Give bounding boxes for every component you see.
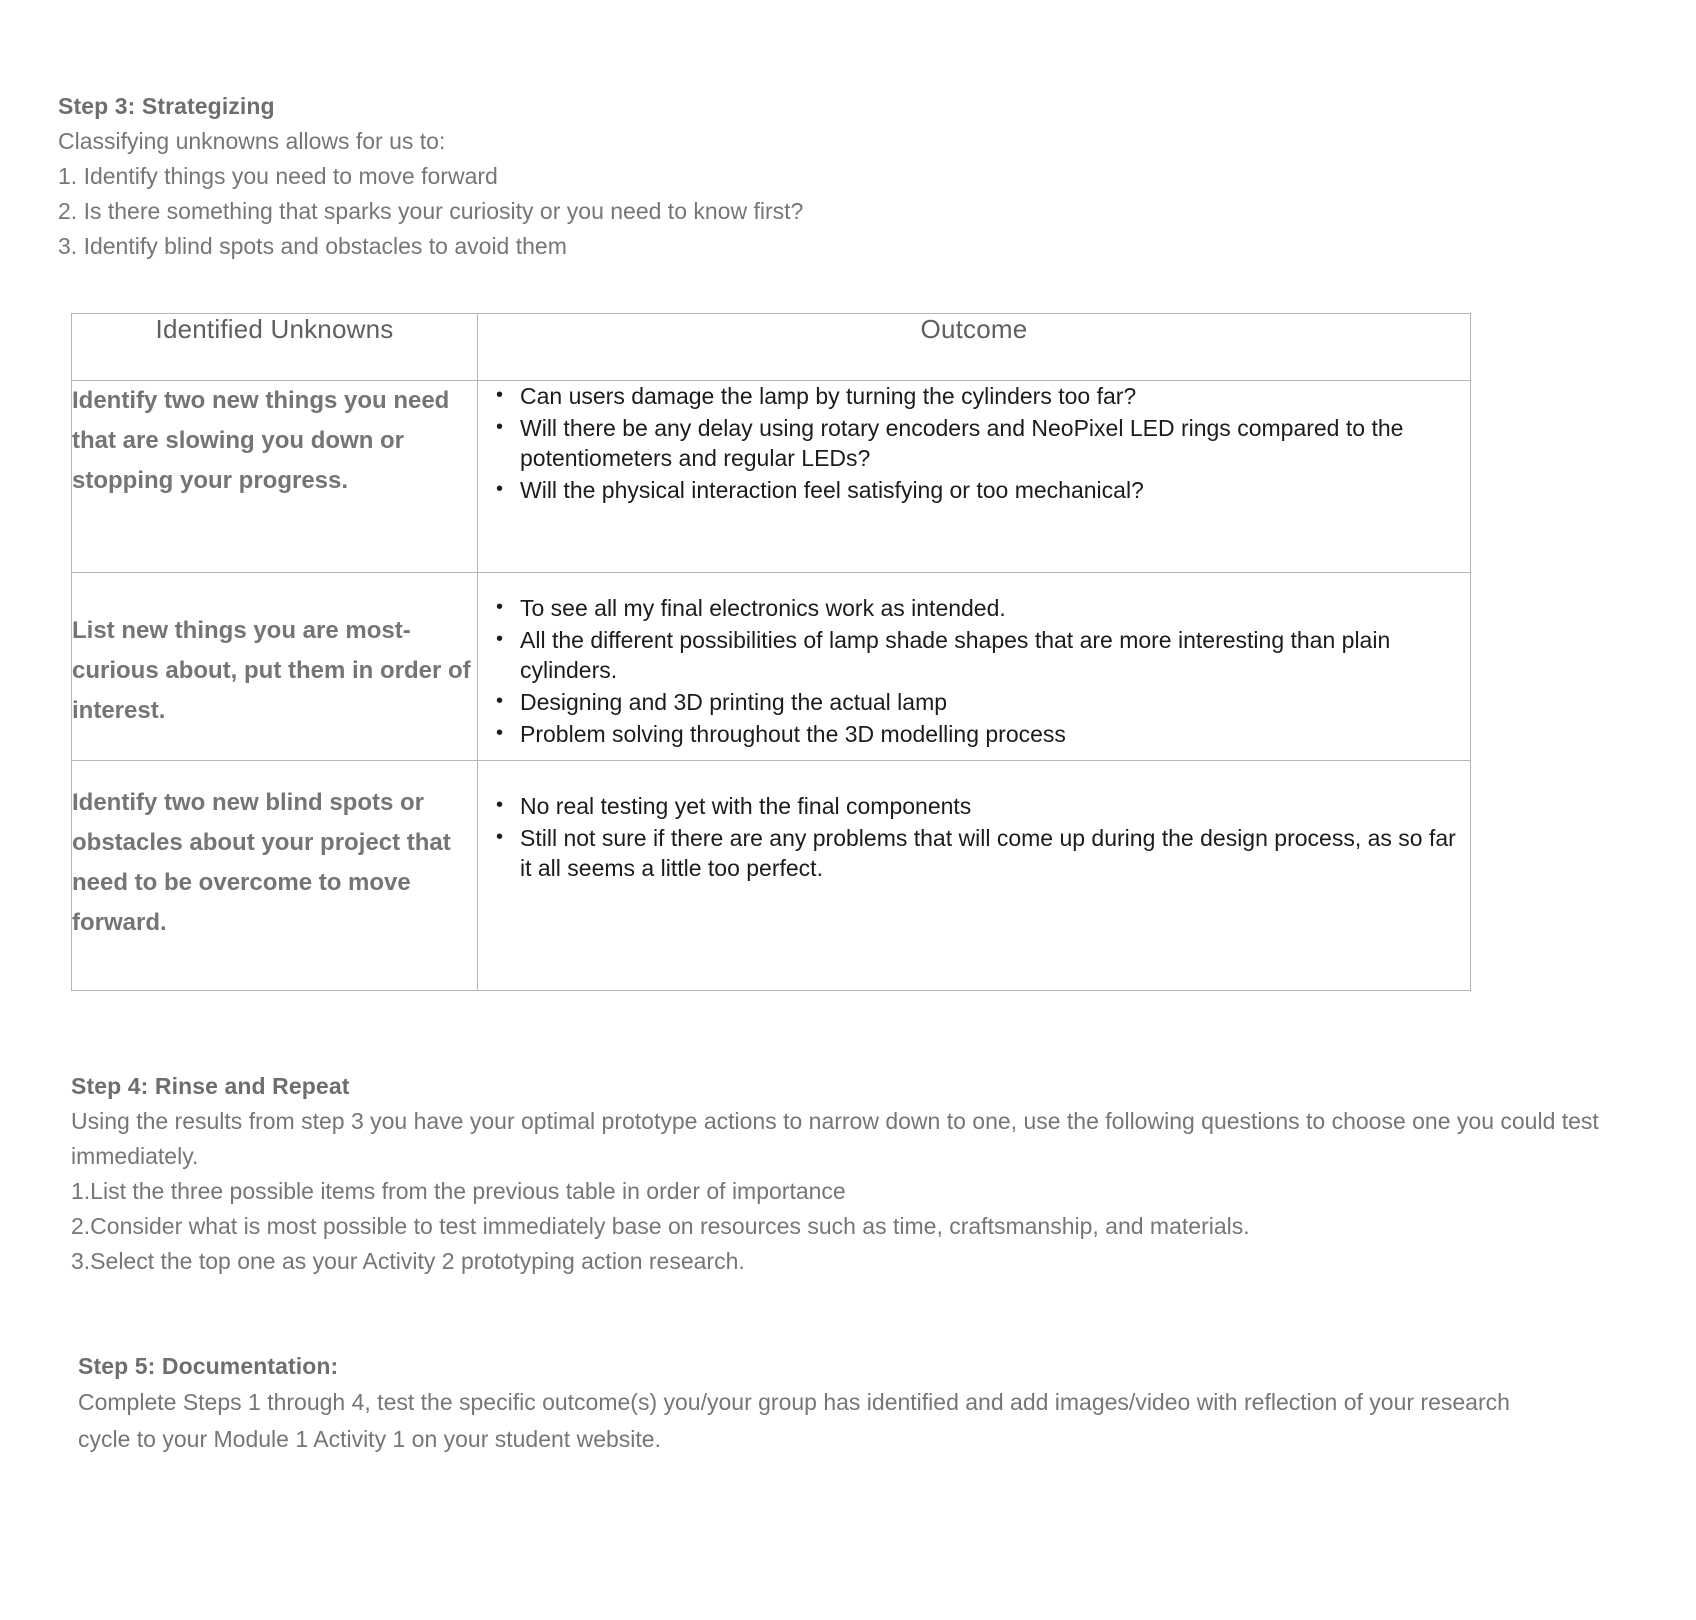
step4-point-3: 3.Select the top one as your Activity 2 prototyping action research. [71, 1248, 745, 1274]
unknowns-outcome-table [71, 313, 1471, 991]
list-item: • Can users damage the lamp by turning the cylinders too far? [520, 381, 1470, 411]
header-cell-outcome [478, 314, 1471, 381]
prompt-text-1: Identify two new things you need that are slowing you down or stopping your progress. [72, 387, 450, 494]
step3-point-3: 3. Identify blind spots and obstacles to avoid them [58, 233, 567, 259]
prompt-cell-3 [72, 761, 478, 991]
table-row [72, 761, 1471, 991]
header-cell-identified-unknowns [72, 314, 478, 381]
list-item: • Problem solving throughout the 3D modelling process [520, 719, 1470, 749]
prompt-text-2: List new things you are most-curious about, put them in order of interest. [72, 617, 471, 724]
step4-section [71, 1068, 1641, 1279]
outcome-cell-2 [478, 573, 1471, 761]
prompt-cell-1 [72, 381, 478, 573]
list-item: • Will there be any delay using rotary encoders and NeoPixel LED rings compared to the potentiometers and regular LEDs? [520, 413, 1470, 473]
outcome-cell-1 [478, 381, 1471, 573]
step3-point-2: 2. Is there something that sparks your curiosity or you need to know first? [58, 198, 804, 224]
outcome-list-3 [478, 791, 1470, 883]
step5-body: Complete Steps 1 through 4, test the specific outcome(s) you/your group has identified and add images/video with reflection of your research cycle to your Module 1 Activity 1 on your student website. [78, 1389, 1510, 1452]
header-label-identified-unknowns: Identified Unknowns [155, 314, 394, 344]
step3-point-1: 1. Identify things you need to move forward [58, 163, 498, 189]
list-item: • No real testing yet with the final components [520, 791, 1470, 821]
list-item: • All the different possibilities of lamp shade shapes that are more interesting than plain cylinders. [520, 625, 1470, 685]
step3-lead: Classifying unknowns allows for us to: [58, 128, 446, 154]
step5-section [78, 1348, 1558, 1458]
table-header-row [72, 314, 1471, 381]
prompt-text-3: Identify two new blind spots or obstacles about your project that need to be overcome to move forward. [72, 789, 451, 936]
header-label-outcome: Outcome [920, 314, 1028, 344]
step3-section [58, 88, 1618, 264]
list-item: • Will the physical interaction feel satisfying or too mechanical? [520, 475, 1470, 505]
list-item: • Still not sure if there are any problems that will come up during the design process, as so far it all seems a little too perfect. [520, 823, 1470, 883]
step4-heading: Step 4: Rinse and Repeat [71, 1073, 350, 1099]
list-item: • Designing and 3D printing the actual lamp [520, 687, 1470, 717]
outcome-list-2 [478, 593, 1470, 749]
prompt-cell-2 [72, 573, 478, 761]
step5-heading: Step 5: Documentation: [78, 1353, 339, 1379]
step4-point-2: 2.Consider what is most possible to test immediately base on resources such as time, craftsmanship, and materials. [71, 1213, 1250, 1239]
step4-intro: Using the results from step 3 you have your optimal prototype actions to narrow down to one, use the following questions to choose one you could test immediately. [71, 1108, 1599, 1169]
list-item: • To see all my final electronics work as intended. [520, 593, 1470, 623]
outcome-list-1 [478, 381, 1470, 505]
table-row [72, 573, 1471, 761]
outcome-cell-3 [478, 761, 1471, 991]
step3-heading: Step 3: Strategizing [58, 93, 275, 119]
step4-point-1: 1.List the three possible items from the previous table in order of importance [71, 1178, 846, 1204]
table-row [72, 381, 1471, 573]
